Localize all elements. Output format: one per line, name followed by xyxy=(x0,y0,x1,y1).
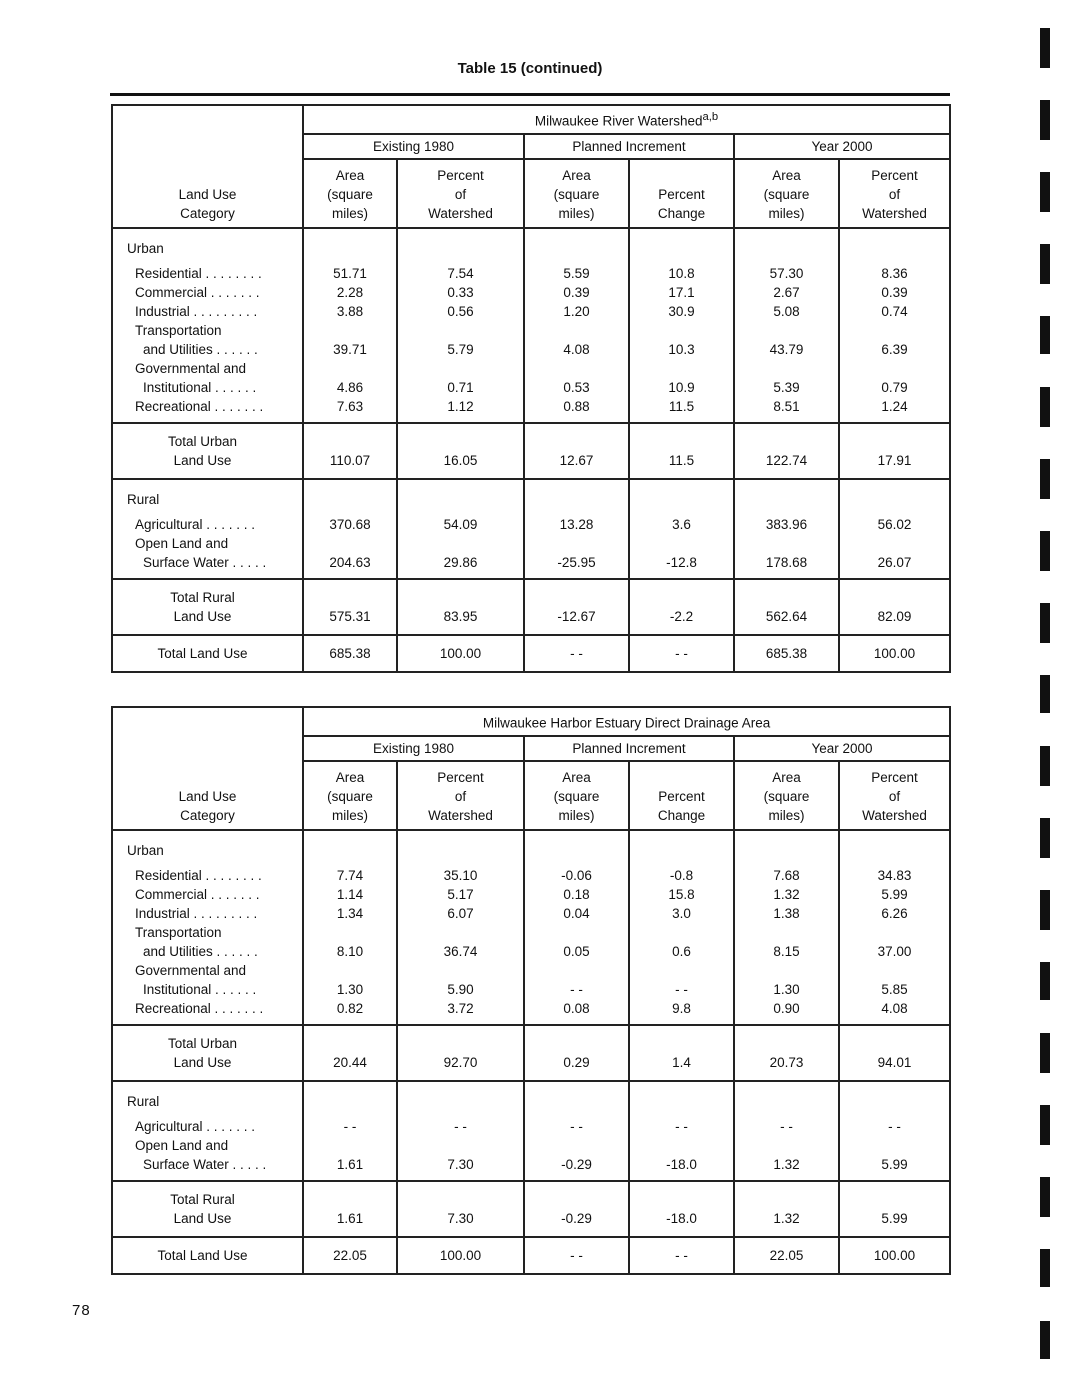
edge-mark xyxy=(1040,244,1050,284)
table-cell: 8.36 xyxy=(881,265,908,281)
edge-mark xyxy=(1040,1033,1050,1073)
column-header: Percent of Watershed xyxy=(839,761,950,830)
table-cell: 370.68 xyxy=(329,516,371,532)
table-cell: 7.30 xyxy=(447,1156,474,1172)
total-rural-cell: -0.29 xyxy=(524,1181,629,1237)
total-rural-cell: 82.09 xyxy=(839,579,950,635)
table-cell: 7.54 xyxy=(447,265,474,281)
urban-values-column xyxy=(303,228,397,423)
total-rural-cell: -2.2 xyxy=(629,579,734,635)
group-year2000: Year 2000 xyxy=(734,134,950,159)
table-cell: 0.18 xyxy=(563,886,590,902)
table-cell: 57.30 xyxy=(769,265,804,281)
table-cell: 2.67 xyxy=(773,284,800,300)
urban-values-column xyxy=(397,228,524,423)
table-cell: 36.74 xyxy=(443,943,478,959)
total-land-use-cell: - - xyxy=(629,635,734,672)
table-cell: 5.99 xyxy=(881,886,908,902)
table-cell: 3.6 xyxy=(672,516,691,532)
column-header: Area (square miles) xyxy=(303,761,397,830)
table-cell: - - xyxy=(888,1118,901,1134)
total-land-use-cell: 100.00 xyxy=(397,1237,524,1274)
column-header: Percent Change xyxy=(629,159,734,228)
total-rural-cell: 1.32 xyxy=(734,1181,839,1237)
table-cell: 26.07 xyxy=(877,554,912,570)
edge-mark xyxy=(1040,818,1050,858)
total-land-use-cell: - - xyxy=(629,1237,734,1274)
table-cell: 9.8 xyxy=(672,1000,691,1016)
table-cell: 51.71 xyxy=(333,265,367,281)
table-cell: 1.32 xyxy=(773,1156,800,1172)
table-cell: 8.51 xyxy=(773,398,800,414)
total-urban-cell: 20.44 xyxy=(303,1025,397,1081)
group-existing: Existing 1980 xyxy=(303,134,524,159)
rural-values-column xyxy=(734,479,839,579)
rural-values-column xyxy=(734,1081,839,1181)
table-cell: 37.00 xyxy=(877,943,912,959)
total-urban-cell: 20.73 xyxy=(734,1025,839,1081)
total-land-use-cell: - - xyxy=(524,635,629,672)
table-cell: 15.8 xyxy=(668,886,695,902)
table-cell: 178.68 xyxy=(765,554,808,570)
urban-values-column xyxy=(629,228,734,423)
table-cell: 0.39 xyxy=(881,284,908,300)
column-header: Area (square miles) xyxy=(524,761,629,830)
column-header: Percent Change xyxy=(629,761,734,830)
table-cell: 0.53 xyxy=(563,379,590,395)
column-header: Percent of Watershed xyxy=(397,761,524,830)
table-cell: 5.90 xyxy=(447,981,474,997)
table-cell: -18.0 xyxy=(666,1156,697,1172)
rural-values-column xyxy=(839,479,950,579)
table-cell: 56.02 xyxy=(877,516,912,532)
group-planned: Planned Increment xyxy=(524,134,734,159)
table-cell: 5.17 xyxy=(447,886,474,902)
table-cell: -0.8 xyxy=(669,867,694,883)
rural-values-column xyxy=(524,1081,629,1181)
table-cell: 5.08 xyxy=(773,303,800,319)
table-cell: 383.96 xyxy=(765,516,808,532)
total-rural-cell: 1.61 xyxy=(303,1181,397,1237)
table-cell: 10.3 xyxy=(668,341,695,357)
table-cell: 0.08 xyxy=(563,1000,590,1016)
table-cell: - - xyxy=(675,1118,688,1134)
category-header: Land Use Category xyxy=(112,105,303,228)
column-header: Area (square miles) xyxy=(734,159,839,228)
urban-categories: Urban Residential . . . . . . . . Commercial . . . . . . . Industrial . . . . . . . . . Transportation and Utilities . . . . . . Governmental and Institutional . . . . . . Recreational . . . . . . . xyxy=(112,830,303,1025)
table-cell: - - xyxy=(570,1118,583,1134)
rural-values-column xyxy=(397,479,524,579)
total-land-use-cell: 22.05 xyxy=(734,1237,839,1274)
table-cell: 0.39 xyxy=(563,284,590,300)
table-cell: 0.71 xyxy=(447,379,474,395)
table-cell: 0.82 xyxy=(336,1000,364,1016)
edge-mark xyxy=(1040,890,1050,930)
table-cell: 0.90 xyxy=(773,1000,800,1016)
edge-mark xyxy=(1040,1177,1050,1217)
table-cell: 7.63 xyxy=(336,398,364,414)
total-land-use-cell: 22.05 xyxy=(303,1237,397,1274)
edge-mark xyxy=(1040,172,1050,212)
land-use-table xyxy=(111,104,951,673)
total-urban-cell: 110.07 xyxy=(303,423,397,479)
column-header: Area (square miles) xyxy=(524,159,629,228)
table-cell: 0.88 xyxy=(563,398,590,414)
table-cell: 1.30 xyxy=(336,981,364,997)
table-cell: - - xyxy=(675,981,688,997)
table-cell: 1.14 xyxy=(336,886,364,902)
table-cell: - - xyxy=(454,1118,467,1134)
urban-values-column xyxy=(524,228,629,423)
total-rural-cell: -12.67 xyxy=(524,579,629,635)
total-urban-cell: 16.05 xyxy=(397,423,524,479)
table-cell: 4.86 xyxy=(336,379,364,395)
table-cell: 6.07 xyxy=(447,905,474,921)
table-cell: 39.71 xyxy=(333,341,367,357)
table-cell: 1.61 xyxy=(336,1156,364,1172)
column-header: Percent of Watershed xyxy=(397,159,524,228)
total-rural-cell: 562.64 xyxy=(734,579,839,635)
total-urban-cell: 12.67 xyxy=(524,423,629,479)
table-cell: 1.32 xyxy=(773,886,800,902)
rural-values-column xyxy=(629,479,734,579)
edge-mark xyxy=(1040,962,1050,1000)
total-land-use-cell: 685.38 xyxy=(303,635,397,672)
table-cell: 5.79 xyxy=(447,341,474,357)
table-cell: 1.38 xyxy=(773,905,800,921)
total-land-use-cell: 100.00 xyxy=(397,635,524,672)
total-urban-cell: 122.74 xyxy=(734,423,839,479)
table-cell: 1.12 xyxy=(447,398,474,414)
edge-mark xyxy=(1040,1321,1050,1359)
area-heading: Milwaukee Harbor Estuary Direct Drainage Area xyxy=(303,707,950,736)
table-cell: 17.1 xyxy=(668,284,695,300)
table-cell: 8.10 xyxy=(336,943,364,959)
urban-values-column xyxy=(397,830,524,1025)
table-cell: - - xyxy=(343,1118,357,1134)
edge-mark xyxy=(1040,387,1050,427)
area-heading: Milwaukee River Watershed$^{a,b}$ xyxy=(303,105,950,134)
table-cell: 7.68 xyxy=(773,867,800,883)
table-cell: 4.08 xyxy=(563,341,590,357)
total-rural-cell: -18.0 xyxy=(629,1181,734,1237)
table-cell: 5.39 xyxy=(773,379,800,395)
total-rural-cell: 7.30 xyxy=(397,1181,524,1237)
page-title: Table 15 (continued) xyxy=(457,60,603,77)
urban-values-column xyxy=(839,830,950,1025)
total-urban-cell: 11.5 xyxy=(629,423,734,479)
table-cell: 34.83 xyxy=(877,867,912,883)
table-cell: 4.08 xyxy=(881,1000,908,1016)
table-cell: -0.06 xyxy=(561,867,592,883)
table-cell: 10.9 xyxy=(668,379,695,395)
table-cell: 3.0 xyxy=(672,905,691,921)
table-cell: 0.6 xyxy=(672,943,691,959)
table-cell: 7.74 xyxy=(336,867,364,883)
total-land-use-cell: 100.00 xyxy=(839,1237,950,1274)
table-cell: 43.79 xyxy=(769,341,804,357)
table-cell: 5.59 xyxy=(563,265,590,281)
group-planned: Planned Increment xyxy=(524,736,734,761)
table-cell: 1.34 xyxy=(336,905,364,921)
edge-mark xyxy=(1040,28,1050,68)
total-urban-cell: 17.91 xyxy=(839,423,950,479)
table-cell: 1.24 xyxy=(881,398,908,414)
rural-categories: Rural Agricultural . . . . . . . Open Land and Surface Water . . . . . xyxy=(112,1081,303,1181)
table-cell: 3.88 xyxy=(336,303,364,319)
urban-categories: Urban Residential . . . . . . . . Commercial . . . . . . . Industrial . . . . . . . . . Transportation and Utilities . . . . . . Governmental and Institutional . . . . . . Recreational . . . . . . . xyxy=(112,228,303,423)
table-cell: 0.79 xyxy=(881,379,908,395)
urban-values-column xyxy=(734,228,839,423)
edge-mark xyxy=(1040,603,1050,643)
edge-mark xyxy=(1040,316,1050,354)
edge-mark xyxy=(1040,100,1050,140)
table-cell: 1.30 xyxy=(773,981,800,997)
table-cell: 0.74 xyxy=(881,303,908,319)
total-land-use-label: Total Land Use xyxy=(112,635,303,672)
table-cell: - - xyxy=(780,1118,793,1134)
table-cell: - - xyxy=(570,981,583,997)
rural-values-column xyxy=(629,1081,734,1181)
table-cell: 29.86 xyxy=(443,554,478,570)
group-existing: Existing 1980 xyxy=(303,736,524,761)
total-land-use-cell: 100.00 xyxy=(839,635,950,672)
total-rural-label: Total Rural Land Use xyxy=(112,1181,303,1237)
rural-values-column xyxy=(839,1081,950,1181)
table-cell: 1.20 xyxy=(563,303,590,319)
total-rural-cell: 83.95 xyxy=(397,579,524,635)
table-cell: 13.28 xyxy=(559,516,594,532)
table-cell: 0.04 xyxy=(563,905,590,921)
total-urban-label: Total Urban Land Use xyxy=(112,423,303,479)
total-urban-cell: 0.29 xyxy=(524,1025,629,1081)
rural-values-column xyxy=(524,479,629,579)
table-cell: 0.33 xyxy=(447,284,474,300)
table-cell: 30.9 xyxy=(668,303,695,319)
edge-mark xyxy=(1040,746,1050,786)
column-header: Percent of Watershed xyxy=(839,159,950,228)
scan-edge-marks xyxy=(1040,0,1060,1380)
table-cell: 6.26 xyxy=(881,905,908,921)
total-urban-label: Total Urban Land Use xyxy=(112,1025,303,1081)
column-header: Area (square miles) xyxy=(734,761,839,830)
total-urban-cell: 92.70 xyxy=(397,1025,524,1081)
title-rule xyxy=(110,93,950,96)
footnote-marker: a,b xyxy=(702,111,719,123)
group-year2000: Year 2000 xyxy=(734,736,950,761)
edge-mark xyxy=(1040,1249,1050,1287)
page-number: 78 xyxy=(72,1302,91,1319)
total-urban-cell: 94.01 xyxy=(839,1025,950,1081)
rural-values-column xyxy=(303,1081,397,1181)
table-cell: 5.99 xyxy=(881,1156,908,1172)
category-header: Land Use Category xyxy=(112,707,303,830)
table-cell: 2.28 xyxy=(336,284,364,300)
table-cell: 54.09 xyxy=(443,516,478,532)
rural-values-column xyxy=(397,1081,524,1181)
total-rural-label: Total Rural Land Use xyxy=(112,579,303,635)
table-cell: 10.8 xyxy=(668,265,695,281)
table-cell: 8.15 xyxy=(773,943,800,959)
edge-mark xyxy=(1040,459,1050,499)
table-cell: 3.72 xyxy=(447,1000,474,1016)
land-use-table xyxy=(111,706,951,1275)
urban-values-column xyxy=(839,228,950,423)
total-urban-cell: 1.4 xyxy=(629,1025,734,1081)
table-cell: 0.56 xyxy=(447,303,474,319)
urban-values-column xyxy=(524,830,629,1025)
table-cell: 6.39 xyxy=(881,341,908,357)
table-cell: 0.05 xyxy=(563,943,590,959)
urban-values-column xyxy=(734,830,839,1025)
total-rural-cell: 5.99 xyxy=(839,1181,950,1237)
table-cell: -25.95 xyxy=(557,554,596,570)
urban-values-column xyxy=(303,830,397,1025)
edge-mark xyxy=(1040,531,1050,571)
urban-values-column xyxy=(629,830,734,1025)
table-cell: 5.85 xyxy=(881,981,908,997)
total-land-use-label: Total Land Use xyxy=(112,1237,303,1274)
table-cell: 204.63 xyxy=(329,554,371,570)
edge-mark xyxy=(1040,1105,1050,1145)
rural-values-column xyxy=(303,479,397,579)
column-header: Area (square miles) xyxy=(303,159,397,228)
total-rural-cell: 575.31 xyxy=(303,579,397,635)
table-cell: -0.29 xyxy=(561,1156,592,1172)
rural-categories: Rural Agricultural . . . . . . . Open Land and Surface Water . . . . . xyxy=(112,479,303,579)
total-land-use-cell: - - xyxy=(524,1237,629,1274)
table-cell: -12.8 xyxy=(666,554,697,570)
edge-mark xyxy=(1040,675,1050,713)
table-cell: 11.5 xyxy=(668,398,695,414)
total-land-use-cell: 685.38 xyxy=(734,635,839,672)
table-cell: 35.10 xyxy=(443,867,478,883)
